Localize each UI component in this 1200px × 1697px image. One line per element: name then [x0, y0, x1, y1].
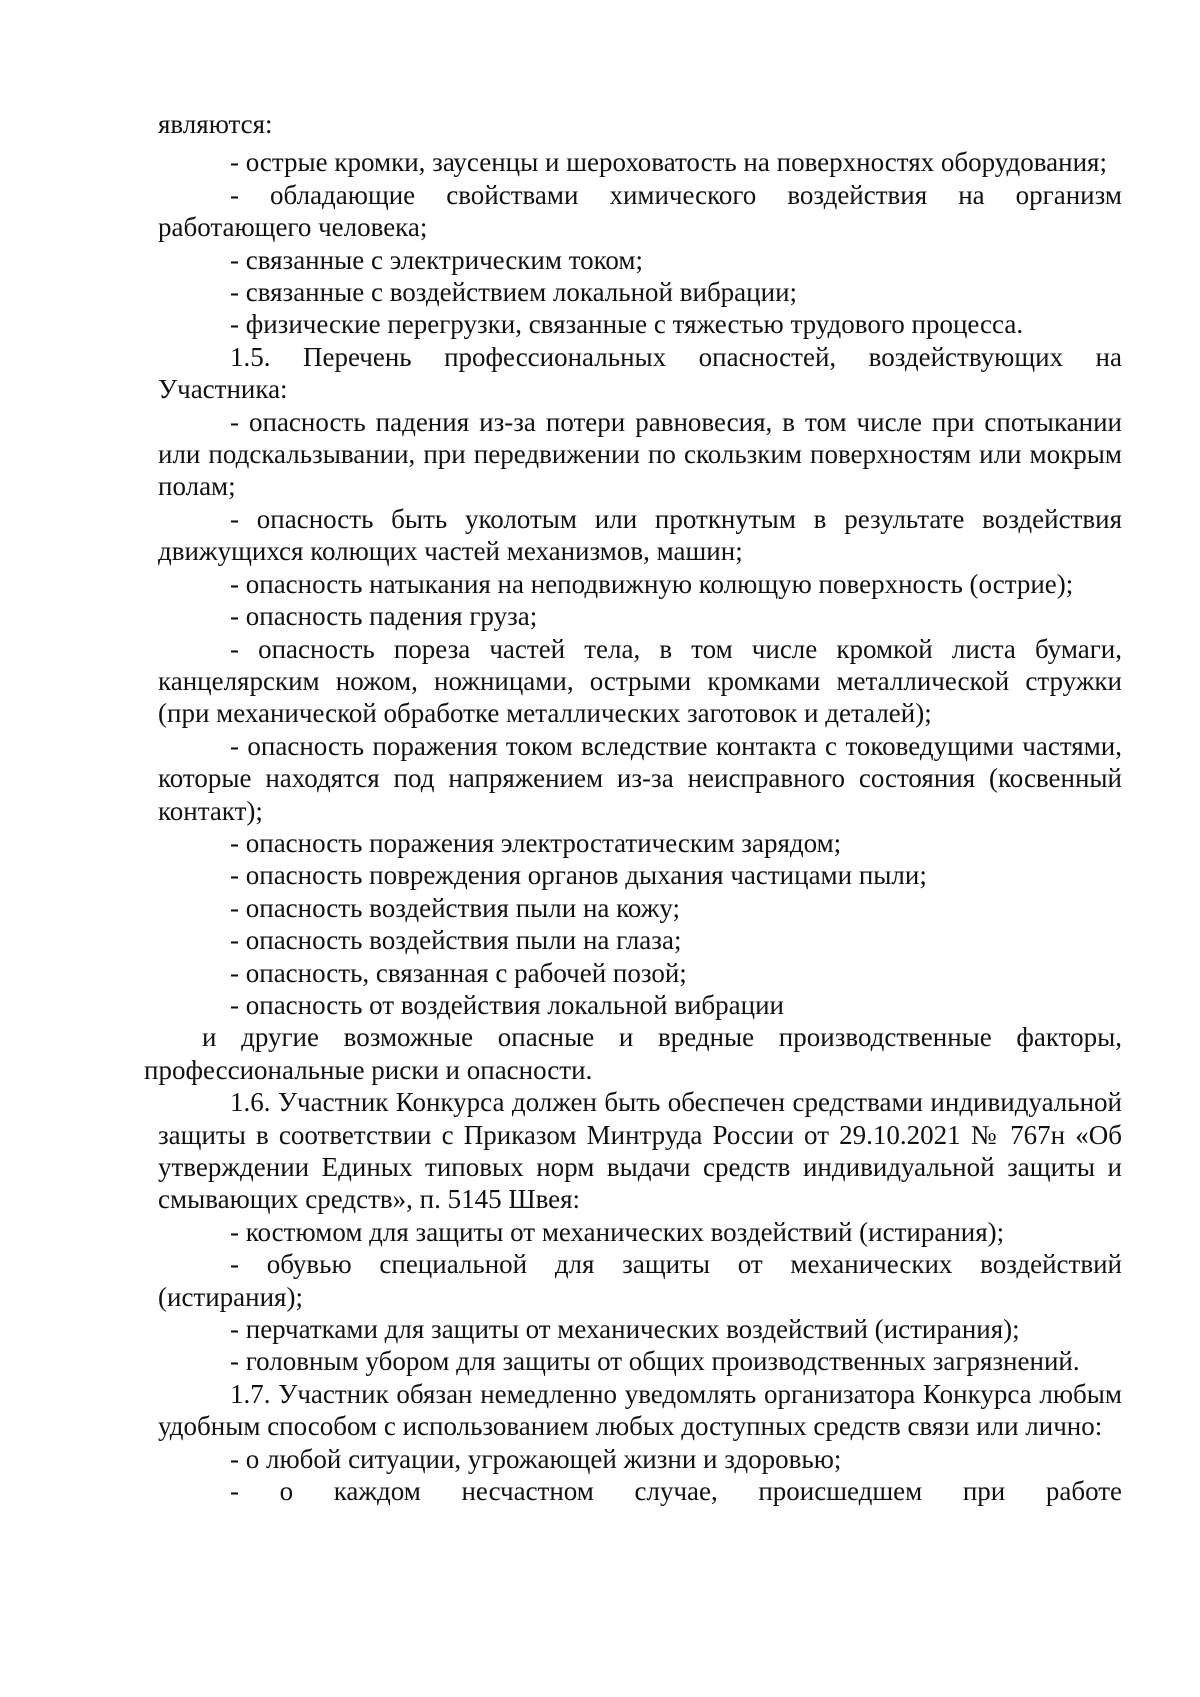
list-item-accident: - о каждом несчастном случае, происшедшем при работе	[230, 1476, 1122, 1507]
document-body	[144, 108, 1122, 1507]
list-item-cuts: - опасность пореза частей тела, в том числе кромкой листа бумаги, канцелярским ножом, ножницами, острыми кромками металлической стружки (при механической обработке металлических заготовок и деталей);	[158, 633, 1122, 729]
section-1-7: 1.7. Участник обязан немедленно уведомлять организатора Конкурса любым удобным способом с использованием любых доступных средств связи или лично:	[158, 1378, 1122, 1442]
list-item-electric: - связанные с электрическим током;	[230, 244, 643, 275]
list-item-falling: - опасность падения из-за потери равновесия, в том числе при спотыкании или подскальзывании, при передвижении по скользким поверхностям или мокрым полам;	[158, 406, 1122, 502]
list-item-dust-skin: - опасность воздействия пыли на кожу;	[230, 892, 681, 923]
list-item-electrocution: - опасность поражения током вследствие контакта с токоведущими частями, которые находятся под напряжением из-за неисправного состояния (косвенный контакт);	[158, 730, 1122, 826]
list-item-footwear: - обувью специальной для защиты от механических воздействий (истирания);	[158, 1249, 1122, 1312]
section-1-5: 1.5. Перечень профессиональных опасностей, воздействующих на Участника:	[158, 341, 1122, 405]
list-item-local-vibration: - опасность от воздействия локальной вибрации	[230, 989, 784, 1020]
list-item-gloves: - перчатками для защиты от механических воздействий (истирания);	[230, 1314, 1020, 1345]
list-item-bumping: - опасность натыкания на неподвижную колющую поверхность (острие);	[230, 568, 1074, 599]
list-item-pricked: - опасность быть уколотым или проткнутым в результате воздействия движущихся колющих частей механизмов, машин;	[158, 503, 1122, 567]
list-item-chemical: - обладающие свойствами химического воздействия на организм работающего человека;	[158, 179, 1122, 243]
list-item-headwear: - головным убором для защиты от общих производственных загрязнений.	[230, 1346, 1080, 1377]
section-1-6: 1.6. Участник Конкурса должен быть обеспечен средствами индивидуальной защиты в соответствии с Приказом Минтруда России от 29.10.2021 № 767н «Об утверждении Единых типовых норм выдачи средств индивидуальной защиты и смывающих средств», п. 5145 Швея:	[158, 1087, 1122, 1215]
list-item-vibration: - связанные с воздействием локальной вибрации;	[230, 277, 798, 308]
list-item-respiratory: - опасность повреждения органов дыхания частицами пыли;	[230, 860, 927, 891]
list-item-posture: - опасность, связанная с рабочей позой;	[230, 957, 687, 988]
list-item-electrostatic: - опасность поражения электростатическим зарядом;	[230, 827, 842, 858]
list-item-threat-situation: - о любой ситуации, угрожающей жизни и здоровью;	[230, 1443, 842, 1474]
list-item-falling-load: - опасность падения груза;	[230, 601, 538, 632]
list-item-sharp-edges: - острые кромки, заусенцы и шероховатость на поверхностях оборудования;	[230, 147, 1107, 178]
list-item-overload: - физические перегрузки, связанные с тяжестью трудового процесса.	[230, 309, 1024, 340]
list-item-suit: - костюмом для защиты от механических воздействий (истирания);	[230, 1216, 1005, 1247]
paragraph-other-factors: и другие возможные опасные и вредные производственные факторы, профессиональные риски и опасности.	[144, 1022, 1122, 1085]
list-item-dust-eyes: - опасность воздействия пыли на глаза;	[230, 925, 682, 956]
paragraph-continuation: являются:	[158, 109, 273, 139]
